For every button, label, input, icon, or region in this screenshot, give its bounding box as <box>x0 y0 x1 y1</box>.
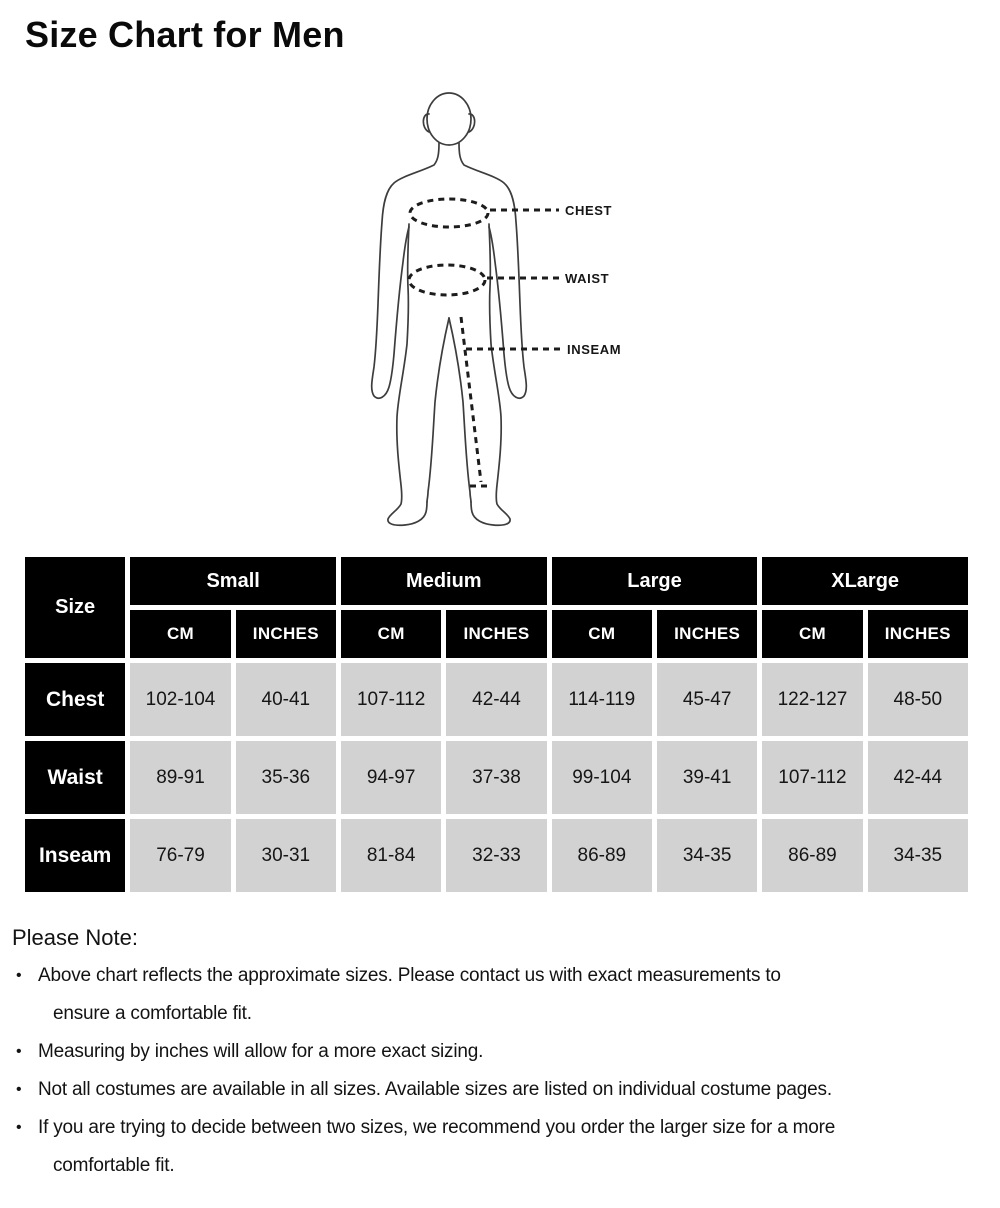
waist-medium-cm: 94-97 <box>341 741 441 814</box>
notes-heading: Please Note: <box>12 925 138 950</box>
unit-header-large-inches: INCHES <box>657 610 757 658</box>
inseam-large-cm: 86-89 <box>552 819 652 892</box>
male-figure-outline <box>372 93 527 525</box>
waist-large-cm: 99-104 <box>552 741 652 814</box>
body-measurement-diagram <box>350 82 680 532</box>
waist-large-inches: 39-41 <box>657 741 757 814</box>
chest-large-cm: 114-119 <box>552 663 652 736</box>
chest-medium-inches: 42-44 <box>446 663 546 736</box>
note-text: ensure a comfortable fit. <box>53 1003 252 1024</box>
inseam-large-inches: 34-35 <box>657 819 757 892</box>
row-label-waist: Waist <box>25 741 125 814</box>
note-text: Above chart reflects the approximate sizes. Please contact us with exact measurements to <box>38 965 781 986</box>
table-row-inseam <box>25 819 968 892</box>
table-row-waist <box>25 741 968 814</box>
note-item <box>12 1071 1000 1109</box>
inseam-xlarge-cm: 86-89 <box>762 819 862 892</box>
unit-header-medium-cm: CM <box>341 610 441 658</box>
unit-header-xlarge-cm: CM <box>762 610 862 658</box>
group-header-large: Large <box>552 557 758 605</box>
chest-label: CHEST <box>565 203 613 218</box>
unit-header-row <box>25 610 968 658</box>
group-header-small: Small <box>130 557 336 605</box>
size-table <box>20 552 973 897</box>
chest-small-cm: 102-104 <box>130 663 230 736</box>
chest-large-inches: 45-47 <box>657 663 757 736</box>
unit-header-large-cm: CM <box>552 610 652 658</box>
inseam-xlarge-inches: 34-35 <box>868 819 968 892</box>
size-corner-header: Size <box>25 557 125 658</box>
figure-head <box>427 93 471 145</box>
unit-header-medium-inches: INCHES <box>446 610 546 658</box>
inseam-medium-inches: 32-33 <box>446 819 546 892</box>
waist-measure-ellipse <box>409 265 485 295</box>
page-title: Size Chart for Men <box>25 14 345 55</box>
bullet-icon: • <box>16 1119 22 1136</box>
male-figure-diagram <box>350 82 680 532</box>
inseam-small-cm: 76-79 <box>130 819 230 892</box>
inseam-label: INSEAM <box>567 342 622 357</box>
group-header-xlarge: XLarge <box>762 557 968 605</box>
size-group-header-row <box>25 557 968 605</box>
chest-medium-cm: 107-112 <box>341 663 441 736</box>
note-item <box>12 957 1000 1033</box>
unit-header-small-inches: INCHES <box>236 610 336 658</box>
waist-xlarge-inches: 42-44 <box>868 741 968 814</box>
inseam-measure-line <box>461 317 481 482</box>
waist-xlarge-cm: 107-112 <box>762 741 862 814</box>
inseam-medium-cm: 81-84 <box>341 819 441 892</box>
chest-xlarge-inches: 48-50 <box>868 663 968 736</box>
note-text: Measuring by inches will allow for a more exact sizing. <box>38 1041 484 1062</box>
unit-header-small-cm: CM <box>130 610 230 658</box>
group-header-medium: Medium <box>341 557 547 605</box>
row-label-inseam: Inseam <box>25 819 125 892</box>
bullet-icon: • <box>16 1081 22 1098</box>
chest-measure-ellipse <box>410 199 488 227</box>
waist-medium-inches: 37-38 <box>446 741 546 814</box>
note-text: If you are trying to decide between two sizes, we recommend you order the larger size for a more <box>38 1117 836 1138</box>
waist-small-cm: 89-91 <box>130 741 230 814</box>
note-item <box>12 1033 1000 1071</box>
unit-header-xlarge-inches: INCHES <box>868 610 968 658</box>
waist-label: WAIST <box>565 271 610 286</box>
note-text: comfortable fit. <box>53 1155 175 1176</box>
table-row-chest <box>25 663 968 736</box>
chest-xlarge-cm: 122-127 <box>762 663 862 736</box>
note-text: Not all costumes are available in all sizes. Available sizes are listed on individual costume pages. <box>38 1079 832 1100</box>
chest-small-inches: 40-41 <box>236 663 336 736</box>
waist-small-inches: 35-36 <box>236 741 336 814</box>
bullet-icon: • <box>16 967 22 984</box>
bullet-icon: • <box>16 1043 22 1060</box>
notes-section <box>12 919 1000 1185</box>
row-label-chest: Chest <box>25 663 125 736</box>
inseam-small-inches: 30-31 <box>236 819 336 892</box>
note-item <box>12 1109 1000 1185</box>
